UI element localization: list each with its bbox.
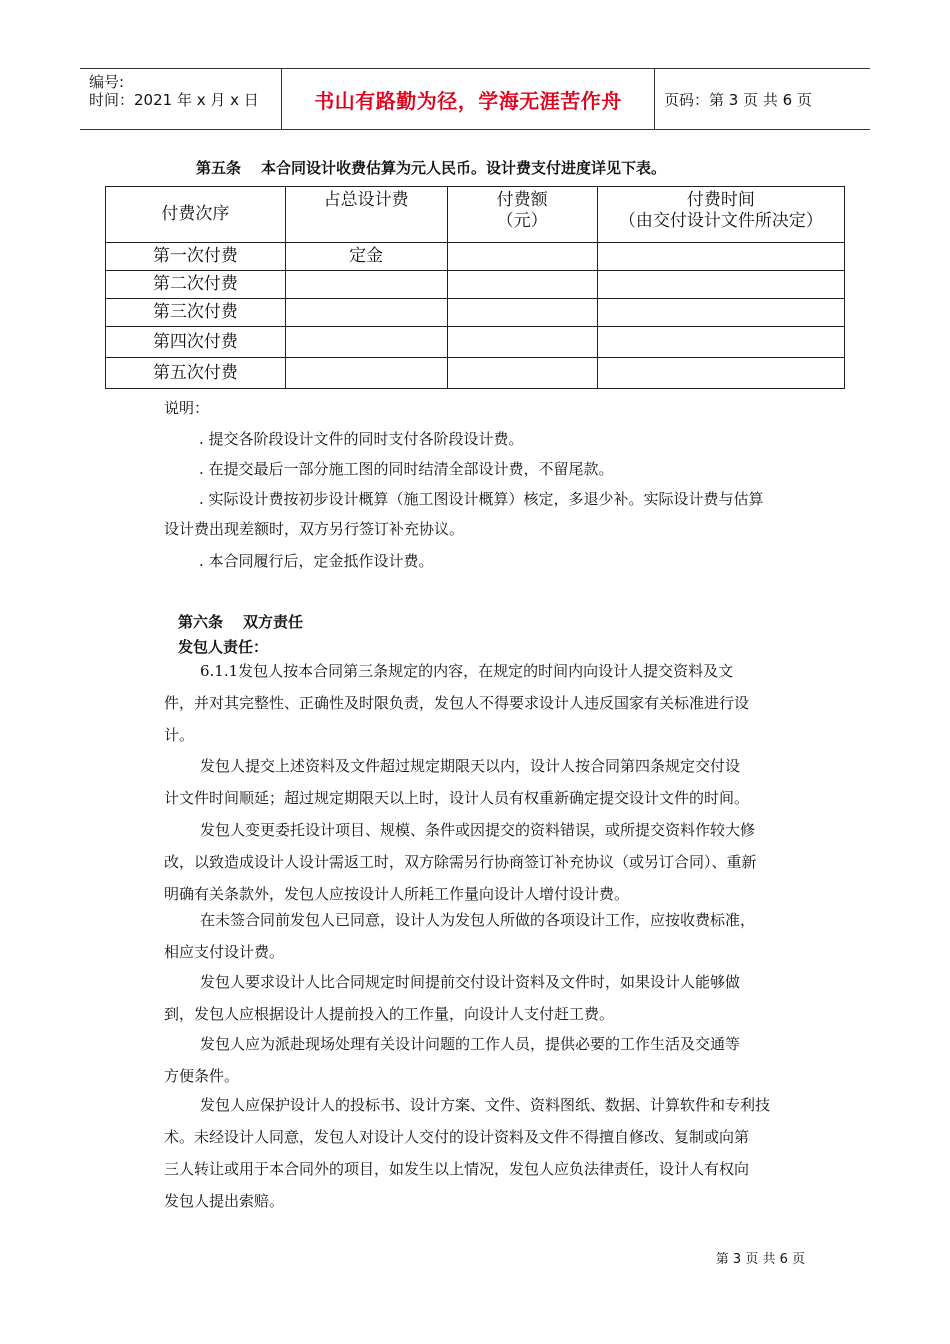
- note-item: 设计费出现差额时，双方另行签订补充协议。: [164, 520, 465, 538]
- table-cell: [285, 358, 447, 389]
- table-cell: [285, 327, 447, 358]
- table-row: [106, 327, 845, 358]
- table-cell: 第四次付费: [106, 327, 286, 358]
- page-footer: 第 3 页 共 6 页: [715, 1252, 805, 1267]
- article6-heading: [178, 611, 303, 632]
- table-cell: [597, 243, 844, 271]
- paragraph: 发包人提交上述资料及文件超过规定期限天以内，设计人按合同第四条规定交付设 计文件时间顺延；超过规定期限天以上时，设计人员有权重新确定提交设计文件的时间。: [164, 757, 750, 807]
- table-header-cell: 付费时间 （由交付设计文件所决定）: [597, 187, 844, 243]
- article5-heading: [196, 157, 666, 178]
- table-cell: [447, 299, 597, 327]
- table-cell: [597, 358, 844, 389]
- paragraph: 6.1.1发包人按本合同第三条规定的内容，在规定的时间内向设计人提交资料及文 件，并对其完整性、正确性及时限负责，发包人不得要求设计人违反国家有关标准进行设 计。: [164, 662, 750, 744]
- table-cell: 定金: [285, 243, 447, 271]
- article5-text: 本合同设计收费估算为元人民币。设计费支付进度详见下表。: [261, 159, 667, 177]
- table-header-cell: 付费次序: [106, 187, 286, 243]
- header-page-code: 页码：第 3 页 共 6 页: [664, 90, 812, 109]
- table-cell: [447, 243, 597, 271]
- header-number: 编号:: [89, 73, 125, 91]
- table-cell: [447, 271, 597, 299]
- table-row: [106, 243, 845, 271]
- note-item: . 本合同履行后，定金抵作设计费。: [199, 552, 434, 570]
- page-header: [80, 68, 870, 130]
- table-cell: [285, 271, 447, 299]
- article6-title: 第六条: [178, 613, 224, 631]
- article6-text: 双方责任: [243, 613, 304, 631]
- note-item: . 实际设计费按初步设计概算（施工图设计概算）核定，多退少补。实际设计费与估算: [199, 490, 764, 508]
- table-row: [106, 299, 845, 327]
- table-row: [106, 271, 845, 299]
- article5-title: 第五条: [196, 159, 242, 177]
- header-date: 时间：2021 年 x 月 x 日: [89, 91, 259, 109]
- fee-schedule-table: [105, 186, 845, 389]
- header-meta: [80, 69, 282, 129]
- header-motto: 书山有路勤为径，学海无涯苦作舟: [282, 69, 655, 129]
- table-cell: [597, 327, 844, 358]
- table-cell: 第三次付费: [106, 299, 286, 327]
- notes-label: 说明：: [164, 399, 210, 417]
- table-cell: 第一次付费: [106, 243, 286, 271]
- paragraph: 发包人要求设计人比合同规定时间提前交付设计资料及文件时，如果设计人能够做 到，发包人应根据设计人提前投入的工作量，向设计人支付赶工费。: [164, 973, 741, 1023]
- paragraph: 发包人变更委托设计项目、规模、条件或因提交的资料错误，或所提交资料作较大修 改，以致造成设计人设计需返工时，双方除需另行协商签订补充协议（或另订合同）、重新 明确有关条款外，发包人应按设计人所耗工作量向设计人增付设计费。: [164, 821, 757, 903]
- paragraph: 发包人应为派赴现场处理有关设计问题的工作人员，提供必要的工作生活及交通等 方便条件。: [164, 1035, 741, 1085]
- employer-duties-heading: 发包人责任：: [178, 638, 269, 656]
- table-cell: [597, 271, 844, 299]
- table-cell: 第二次付费: [106, 271, 286, 299]
- table-header-cell: 占总设计费: [285, 187, 447, 243]
- table-header-cell: 付费额 （元）: [447, 187, 597, 243]
- table-row: [106, 358, 845, 389]
- note-item: . 提交各阶段设计文件的同时支付各阶段设计费。: [199, 430, 524, 448]
- table-cell: [447, 358, 597, 389]
- paragraph: 在未签合同前发包人已同意，设计人为发包人所做的各项设计工作，应按收费标准， 相应支付设计费。: [164, 911, 756, 961]
- table-header-row: [106, 187, 845, 243]
- paragraph: 发包人应保护设计人的投标书、设计方案、文件、资料图纸、数据、计算软件和专利技 术。未经设计人同意，发包人对设计人交付的设计资料及文件不得擅自修改、复制或向第 三人转让或用于本合同外的项目，如发生以上情况，发包人应负法律责任，设计人有权向 发包人提出索赔。: [164, 1096, 771, 1210]
- note-item: . 在提交最后一部分施工图的同时结清全部设计费，不留尾款。: [199, 460, 614, 478]
- table-cell: 第五次付费: [106, 358, 286, 389]
- table-cell: [447, 327, 597, 358]
- table-cell: [597, 299, 844, 327]
- table-cell: [285, 299, 447, 327]
